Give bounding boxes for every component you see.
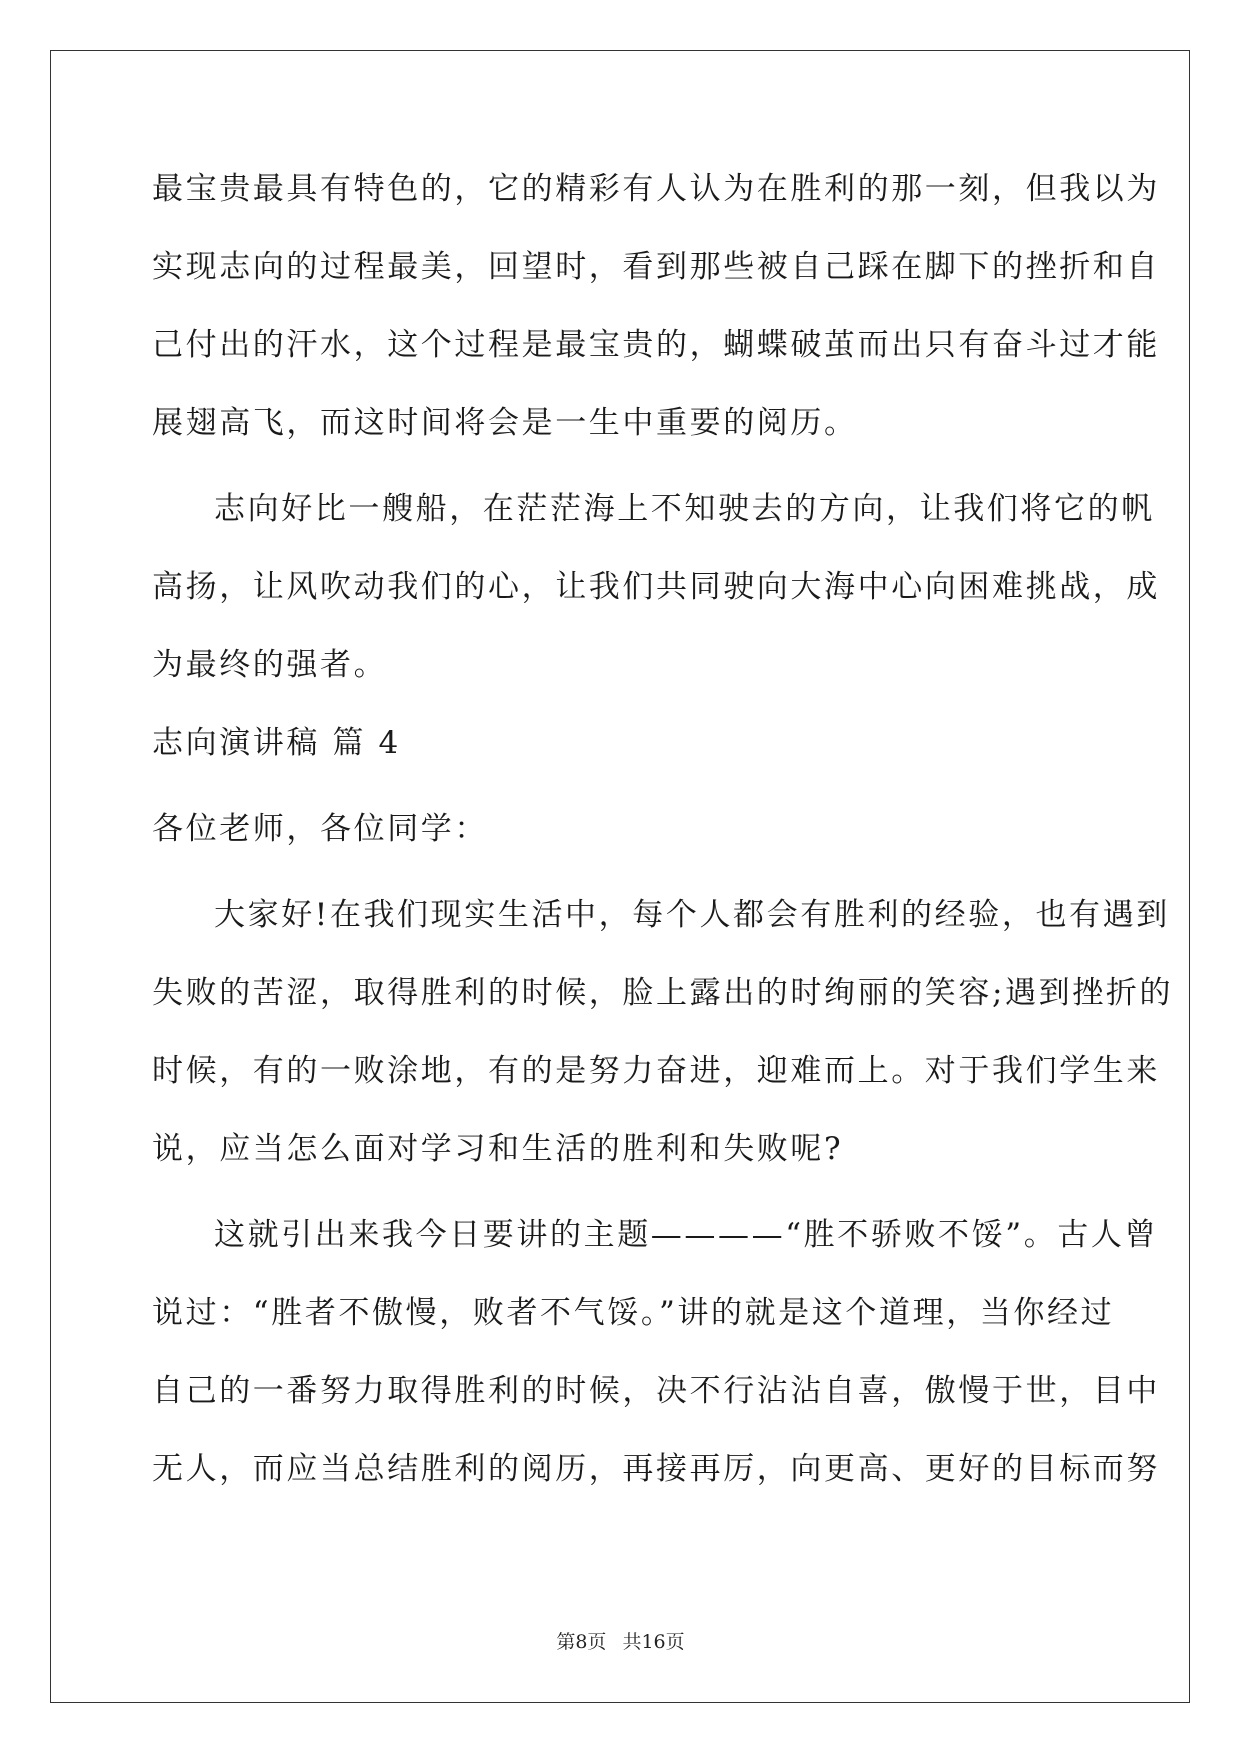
text-line: 失败的苦涩，取得胜利的时候，脸上露出的时绚丽的笑容;遇到挫折的 bbox=[152, 975, 1174, 1011]
text-line: 时候，有的一败涂地，有的是努力奋进，迎难而上。对于我们学生来 bbox=[152, 1053, 1160, 1089]
page-number-footer: 第8页 共16页 bbox=[556, 1631, 685, 1653]
text-line: 各位老师，各位同学： bbox=[152, 811, 488, 847]
text-line: 大家好!在我们现实生活中，每个人都会有胜利的经验，也有遇到 bbox=[214, 897, 1170, 933]
text-line: 展翅高飞，而这时间将会是一生中重要的阅历。 bbox=[152, 405, 858, 441]
heading-text: 志向演讲稿 篇 4 bbox=[152, 725, 401, 761]
text-line: 实现志向的过程最美，回望时，看到那些被自己踩在脚下的挫折和自 bbox=[152, 249, 1160, 285]
text-line: 志向好比一艘船，在茫茫海上不知驶去的方向，让我们将它的帆 bbox=[214, 491, 1155, 527]
paragraph bbox=[152, 1196, 1160, 1508]
text-line: 这就引出来我今日要讲的主题————“胜不骄败不馁”。古人曾 bbox=[214, 1217, 1159, 1253]
section-heading bbox=[152, 704, 1088, 782]
paragraph bbox=[152, 876, 1174, 1188]
text-line: 无人，而应当总结胜利的阅历，再接再厉，向更高、更好的目标而努 bbox=[152, 1451, 1160, 1487]
salutation bbox=[152, 790, 1088, 868]
text-line: 说过：“胜者不傲慢，败者不气馁。”讲的就是这个道理，当你经过 bbox=[152, 1295, 1115, 1331]
text-line: 己付出的汗水，这个过程是最宝贵的，蝴蝶破茧而出只有奋斗过才能 bbox=[152, 327, 1160, 363]
text-line: 高扬，让风吹动我们的心，让我们共同驶向大海中心向困难挑战，成 bbox=[152, 569, 1160, 605]
paragraph bbox=[152, 150, 1160, 462]
document-body bbox=[152, 150, 1174, 1508]
paragraph bbox=[152, 470, 1160, 704]
text-line: 为最终的强者。 bbox=[152, 647, 388, 683]
text-line: 说，应当怎么面对学习和生活的胜利和失败呢? bbox=[152, 1131, 844, 1167]
text-line: 自己的一番努力取得胜利的时候，决不行沾沾自喜，傲慢于世，目中 bbox=[152, 1373, 1160, 1409]
text-line: 最宝贵最具有特色的，它的精彩有人认为在胜利的那一刻，但我以为 bbox=[152, 171, 1160, 207]
